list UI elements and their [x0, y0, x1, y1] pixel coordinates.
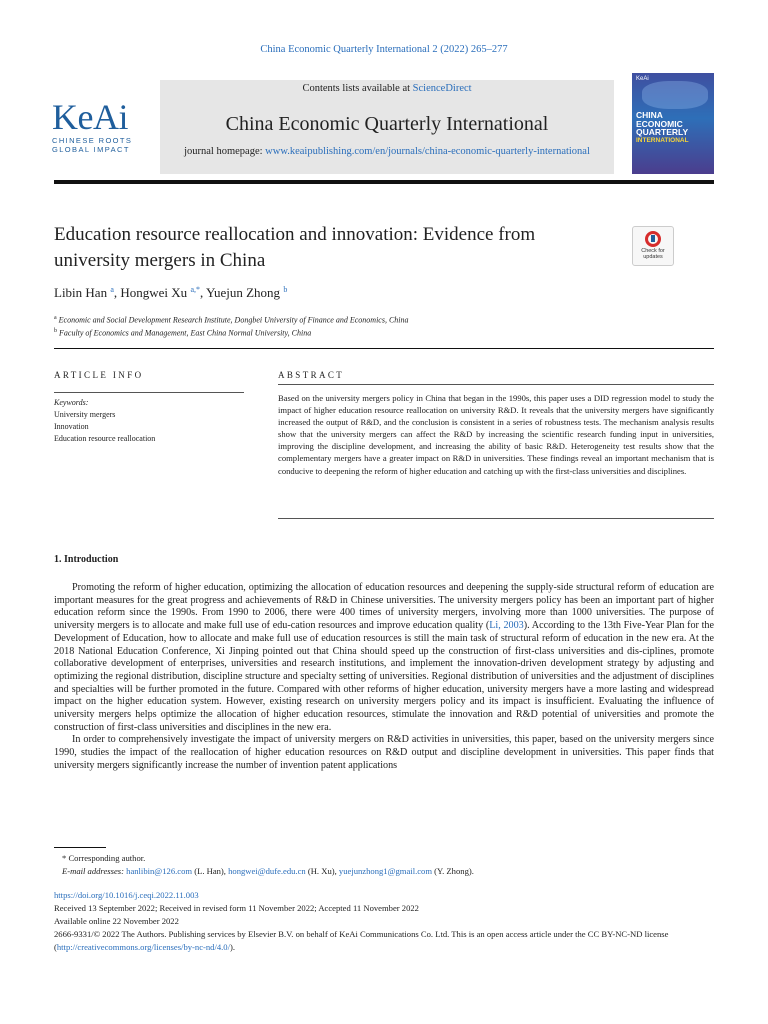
check-updates-label-1: Check for — [641, 248, 665, 254]
cover-title — [636, 111, 712, 145]
logo-wordmark: KeAi — [52, 97, 128, 137]
article-info-heading: ARTICLE INFO — [54, 370, 144, 380]
contents-availability — [160, 83, 614, 94]
citation-link[interactable]: Li, 2003 — [489, 620, 524, 632]
logo-tagline-1: CHINESE ROOTS — [52, 136, 133, 145]
paragraph — [54, 582, 714, 734]
keyword-item: University mergers — [54, 410, 116, 419]
author-name[interactable]: Hongwei Xu — [120, 285, 188, 300]
email-owner: (L. Han), — [192, 866, 229, 876]
introduction-body — [54, 582, 714, 773]
author-name[interactable]: Yuejun Zhong — [206, 285, 281, 300]
affiliation-text: Faculty of Economics and Management, East China Normal University, China — [59, 328, 312, 338]
affiliation-marker: b — [54, 328, 57, 335]
author-name[interactable]: Libin Han — [54, 285, 108, 300]
journal-citation[interactable]: China Economic Quarterly International 2 (2022) 265–277 — [260, 44, 508, 55]
copyright-text: 2666-9331/© 2022 The Authors. Publishing services by Elsevier B.V. on behalf of KeAi Communications Co. Ltd. This is an open access article under the CC BY-NC-ND license ( — [54, 929, 669, 952]
homepage-prefix: journal homepage: — [184, 146, 266, 157]
affiliation-text: Economic and Social Development Research Institute, Dongbei University of Finance and Economics, China — [58, 315, 409, 325]
license-link[interactable]: http://creativecommons.org/licenses/by-nc-nd/4.0/ — [56, 942, 230, 952]
corresponding-author-note: * Corresponding author. — [62, 853, 146, 863]
cover-brand: KeAi — [636, 76, 649, 82]
email-link[interactable]: hongwei@dufe.edu.cn — [228, 866, 306, 876]
paragraph: In order to comprehensively investigate the impact of university mergers on R&D activities in universities, this paper, based on the university mergers since 1990, studies the impact of the reallocation of higher education resources on R&D output and discipline development in universities. This paper finds that university mergers significantly increase the number of invention patent applications — [54, 734, 714, 771]
doi-link[interactable]: https://doi.org/10.1016/j.ceqi.2022.11.003 — [54, 890, 199, 900]
email-link[interactable]: yuejunzhong1@gmail.com — [338, 866, 433, 876]
author-affiliation-marker[interactable]: b — [283, 285, 288, 294]
section-heading-introduction: 1. Introduction — [54, 554, 119, 565]
world-map-icon — [642, 81, 708, 109]
contents-prefix: Contents lists available at — [302, 83, 413, 94]
email-addresses — [62, 865, 474, 878]
header-divider — [54, 180, 714, 184]
paragraph-text: Promoting the reform of higher education, optimizing the allocation of education resources and deepening the supply-side structural reform of education are important measures for the great progress and achievements of R&D in Chinese universities. The university mergers policy has been an important part of higher education reform since the 1990s. From 1990 to 2006, there were 400 times of university mergers, involving more than 1000 universities. The purpose of university mergers is to allocate and make full use of edu-cation resources and improve education quality ( — [54, 582, 714, 632]
publication-info — [54, 889, 716, 954]
check-for-updates-button[interactable] — [632, 226, 674, 266]
email-owner: (Y. Zhong). — [432, 866, 474, 876]
received-dates: Received 13 September 2022; Received in revised form 11 November 2022; Accepted 11 November 2022 — [54, 903, 419, 913]
article-title: Education resource reallocation and innovation: Evidence from university mergers in China — [54, 224, 536, 271]
email-owner: (H. Xu), — [305, 866, 339, 876]
footnotes — [62, 852, 474, 878]
keai-logo — [52, 98, 144, 154]
copyright-notice — [54, 928, 716, 954]
cover-title-line: QUARTERLY — [636, 127, 689, 137]
journal-homepage — [160, 145, 614, 159]
cover-title-line: CHINA — [636, 110, 663, 120]
keywords-block — [54, 397, 244, 445]
affiliation-item — [54, 313, 409, 326]
bookmark-icon — [645, 231, 661, 247]
cover-title-line: INTERNATIONAL — [636, 136, 689, 144]
author-affiliation-marker[interactable]: a — [110, 285, 114, 294]
email-link[interactable]: hanlibin@126.com — [126, 866, 193, 876]
keyword-item: Education resource reallocation — [54, 434, 156, 443]
abstract-text: Based on the university mergers policy in China that began in the 1990s, this paper uses a DID regression model to study the impact of higher education resource reallocation on university R&D. It reveals that the university mergers have significantly increased the output of R&D, and the conclusion is consistent in a series of robustness tests. The mechanism analysis results show that the university mergers can affect the R&D by increasing the scientific research funding input in universities, improving the discipline development, and increasing the ability of basic R&D. Heterogeneity test results show that the complementary mergers have a greater impact on R&D in universities. These findings reveal an important mechanism that is conducive to deepening the reform of higher education and catching up with the first-class universities and disciplines. — [278, 393, 714, 476]
article-info-divider — [54, 392, 244, 393]
journal-cover-image — [632, 73, 714, 174]
title-divider — [54, 348, 714, 349]
journal-masthead — [160, 80, 614, 174]
author-list: Libin Han $^a$, Hongwei Xu $^{a,*}$, Yuejun Zhong $^b$ — [54, 285, 288, 300]
keyword-item: Innovation — [54, 422, 89, 431]
sciencedirect-link[interactable]: ScienceDirect — [412, 83, 472, 94]
affiliation-marker: a — [54, 315, 57, 321]
footnote-divider — [54, 847, 106, 848]
cover-title-line: ECONOMIC — [636, 118, 683, 129]
available-online-date: Available online 22 November 2022 — [54, 916, 179, 926]
abstract-bottom-divider — [278, 518, 714, 519]
paragraph-text: ). According to the 13th Five-Year Plan for the Development of Education, how to allocate and make full use of education resources is still the main task of structural reform of education in the new era. At the 2018 National Education Conference, Xi Jinping pointed out that China should speed up the construction of first-class universities and dis-ciplines, promote collaborative development of enterprises, universities and research institutions, and implement the innovation-driven development strategy by adjusting and optimizing the regional distribution, discipline structure and specialty setting of universities. Regional distribution of universities and the adjustment of disciplines and specialties will be further promoted in the future. Compared with other reforms of higher education, university mergers have a more lasting and widespread impact on the higher education system. However, existing research on university mergers policy and its impact is insufficient. Evaluating the influence of university mergers helps optimize the allocation of higher education resources, stimulate the innovation and R&D potential of universities and promote the construction of first-class universities and disciplines in the new era. — [54, 620, 714, 733]
homepage-link[interactable]: www.keaipublishing.com/en/journals/china-economic-quarterly-international — [265, 146, 590, 157]
affiliations — [54, 313, 409, 339]
author-affiliation-marker[interactable]: a,* — [190, 285, 200, 294]
journal-title: China Economic Quarterly International — [225, 113, 549, 135]
affiliation-item — [54, 326, 409, 339]
logo-tagline-2: GLOBAL IMPACT — [52, 145, 130, 154]
check-updates-label-2: updates — [643, 254, 663, 260]
abstract-heading: ABSTRACT — [278, 370, 345, 380]
keywords-label: Keywords: — [54, 398, 89, 407]
copyright-text-end: ). — [229, 942, 235, 952]
abstract-divider — [278, 384, 714, 385]
email-label: E-mail addresses: — [62, 866, 124, 876]
